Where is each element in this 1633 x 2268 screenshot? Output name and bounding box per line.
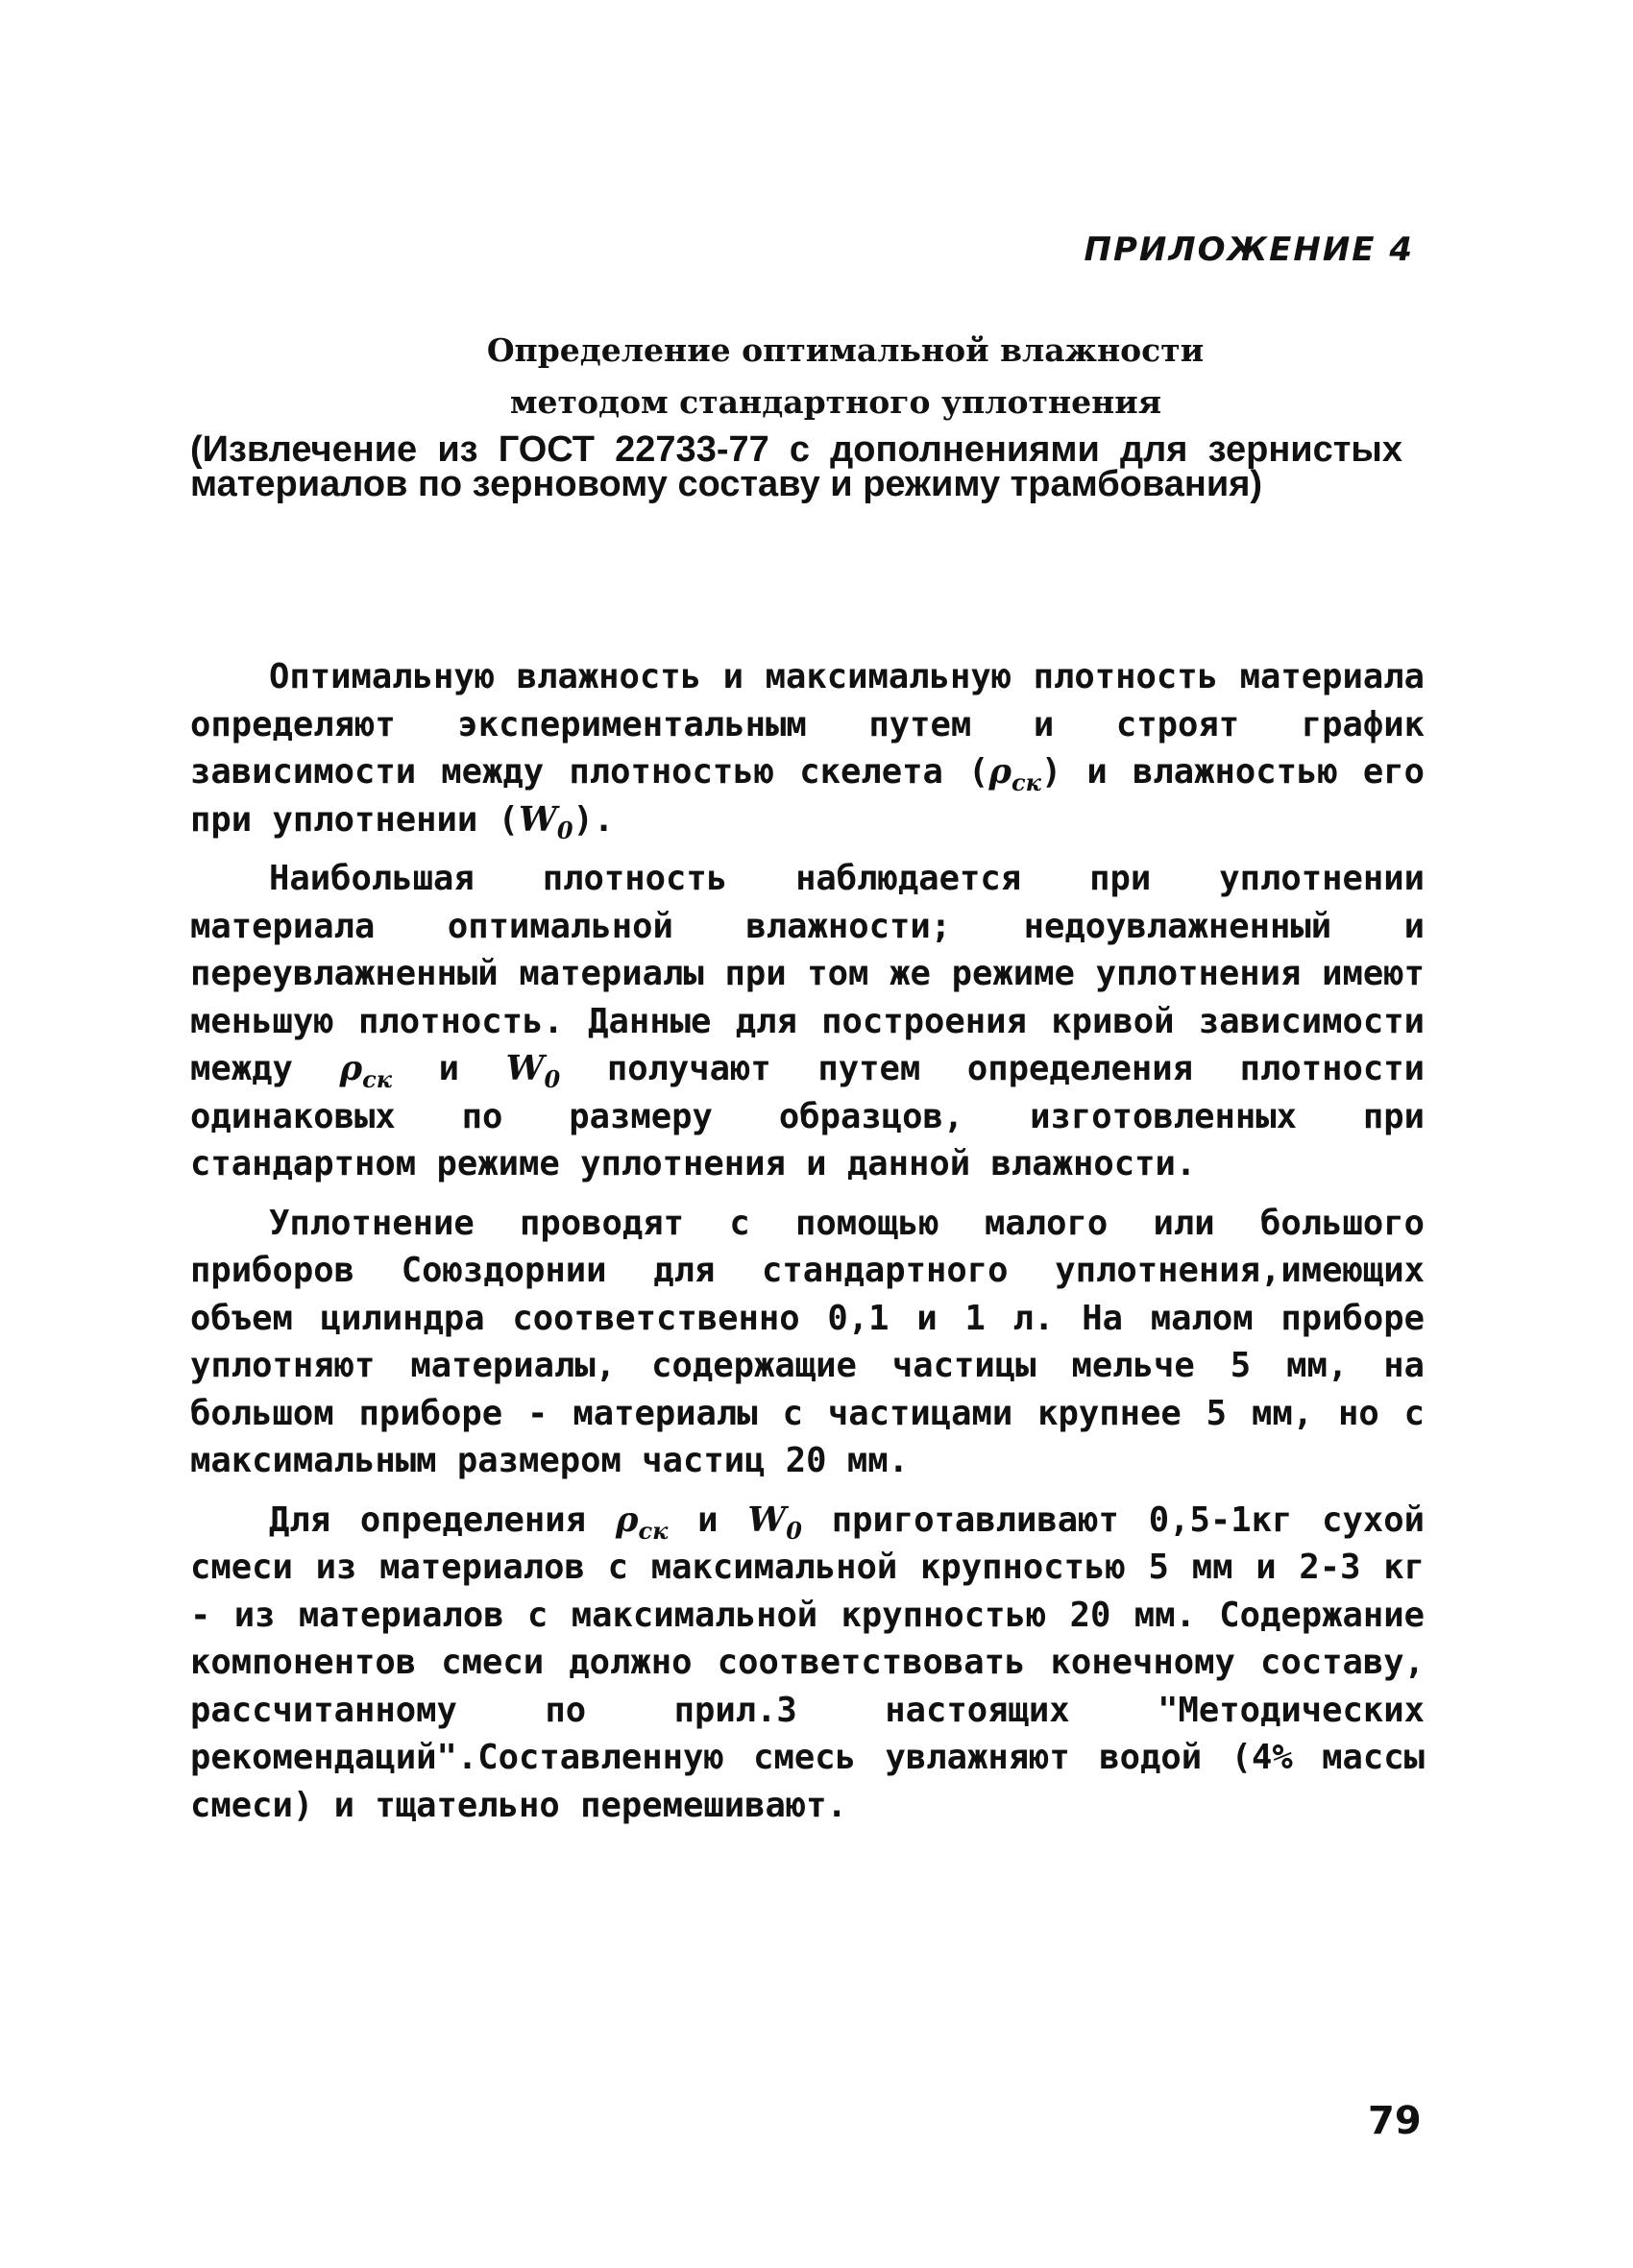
paragraph-2 [190,855,1425,1188]
paragraph-4 [190,1497,1425,1830]
p4-text-b: и [668,1500,748,1540]
section-title [0,325,1633,428]
w-symbol: $W_0$ [747,1500,802,1545]
title-line-2: методом стандартного уплотнения [509,383,1162,421]
p1-text-c: ). [573,799,615,840]
w-symbol: $W_0$ [505,1049,561,1093]
p1-text-b: ) и влажностью его при уплотнении ( [190,752,1425,840]
p2-text-a: Наибольшая плотность наблюдается при уплотнении материала оптимальной влажности; недоувлажненный и переувлажненный материалы при том же режиме уплотнения имеют меньшую плотность. Данные для построения кривой зависимости между [190,859,1425,1088]
p2-text-b: и [391,1049,506,1088]
paragraph-3: Уплотнение проводят с помощью малого или большого приборов Союздорнии для стандартного уплотнения,имеющих объем цилиндра соответственно 0,1 и 1 л. На малом приборе уплотняют материалы, содержащие частицы мельче 5 мм, на большом приборе - материалы с частицами крупнее 5 мм, но с максимальным размером частиц 20 мм. [190,1203,1425,1480]
rho-symbol: $\rho_{ск}$ [988,752,1041,796]
title-line-1: Определение оптимальной влажности [486,331,1205,369]
appendix-label: ПРИЛОЖЕНИЕ 4 [1084,231,1414,269]
page-number: 79 [1368,2099,1422,2143]
p4-text-c: приготавливают 0,5-1кг сухой смеси из материалов с максимальной крупностью 5 мм и 2-3 кг - из материалов с максимальной крупностью 20 мм. Содержание компонентов смеси должно соответствовать конечному составу, рассчитанному по прил.3 настоящих "Методических рекомендаций".Составленную смесь увлажняют водой (4% массы смеси) и тщательно перемешивают. [190,1500,1426,1825]
p4-text-a: Для определения [269,1500,616,1540]
p1-text-a: Оптимальную влажность и максимальную плотность материала определяют экспериментальным путем и строят график зависимости между плотностью скелета ( [190,657,1425,792]
p2-text-c: получают путем определения плотности одинаковых по размеру образцов, изготовленных при стандартном режиме уплотнения и данной влажности. [190,1049,1425,1183]
w-symbol: $W_0$ [518,799,573,844]
rho-symbol: $\rho_{ск}$ [339,1049,392,1093]
rho-symbol: $\rho_{ск}$ [615,1500,669,1545]
subtitle-note: (Извлечение из ГОСТ 22733-77 с дополнениями для зернистых материалов по зерновому составу и режиму трамбования) [190,429,1402,504]
paragraph-1 [190,653,1425,843]
body-text [190,653,1425,1841]
